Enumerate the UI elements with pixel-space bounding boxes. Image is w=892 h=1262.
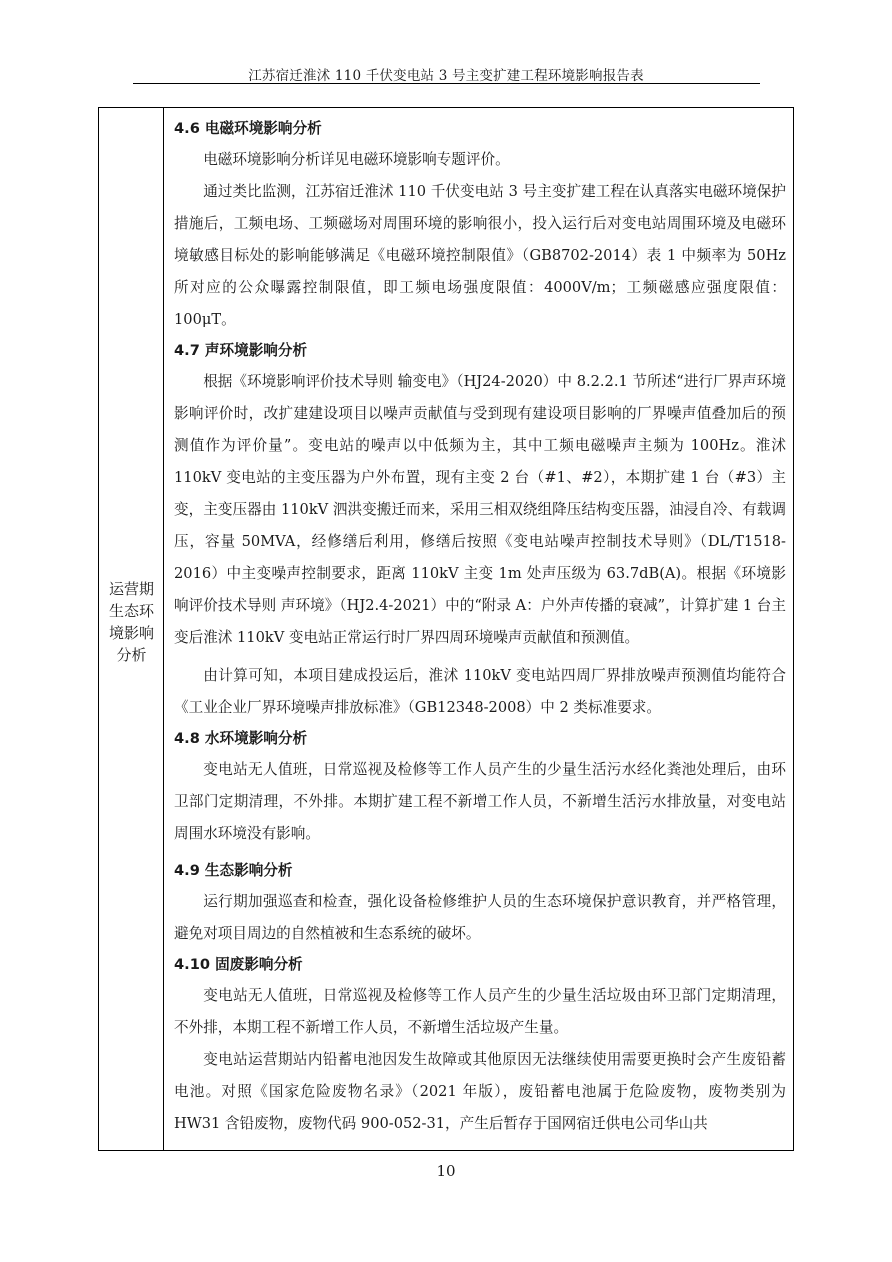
paragraph: 由计算可知，本项目建成投运后，淮沭 110kV 变电站四周厂界排放噪声预测值均能符合《工业企业厂界环境噪声排放标准》（GB12348-2008）中 2 类标准要求。 [174, 667, 786, 716]
section-heading: 4.7 声环境影响分析 [174, 342, 308, 359]
paragraph: 根据《环境影响评价技术导则 输变电》（HJ24-2020）中 8.2.2.1 节所述“进行厂界声环境影响评价时，改扩建建设项目以噪声贡献值与受到现有建设项目影响的厂界噪声值叠加后的预测值作为评价量”。变电站的噪声以中低频为主，其中工频电磁噪声主频为 100Hz。淮沭 110kV 变电站的主变压器为户外布置，现有主变 2 台（#1、#2），本期扩建 1 台（#3）主变，主变压器由 110kV 泗洪变搬迁而来，采用三相双绕组降压结构变压器，油浸自冷、有载调压，容量 50MVA，经修缮后利用，修缮后按照《变电站噪声控制技术导则》（DL/T1518-2016）中主变噪声控制要求，距离 110kV 主变 1m 处声压级为 63.7dB(A)。根据《环境影响评价技术导则 声环境》（HJ2.4-2021）中的“附录 A：户外声传播的衰减”，计算扩建 1 台主变后淮沭 110kV 变电站正常运行时厂界四周环境噪声贡献值和预测值。 [174, 373, 786, 646]
section-heading: 4.8 水环境影响分析 [174, 730, 308, 747]
paragraph: 变电站无人值班，日常巡视及检修等工作人员产生的少量生活污水经化粪池处理后，由环卫部门定期清理，不外排。本期扩建工程不新增工作人员，不新增生活污水排放量，对变电站周围水环境没有影响。 [174, 761, 786, 842]
section-4-8 [174, 724, 786, 850]
row-label-cell [99, 108, 164, 1150]
page-number: 10 [436, 1162, 456, 1180]
section-heading: 4.10 固废影响分析 [174, 956, 303, 973]
section-4-9 [174, 856, 786, 950]
paragraph: 通过类比监测，江苏宿迁淮沭 110 千伏变电站 3 号主变扩建工程在认真落实电磁环境保护措施后，工频电场、工频磁场对周围环境的影响很小，投入运行后对变电站周围环境及电磁环境敏感目标处的影响能够满足《电磁环境控制限值》（GB8702-2014）表 1 中频率为 50Hz 所对应的公众曝露控制限值，即工频电场强度限值：4000V/m；工频磁感应强度限值：100μT。 [174, 183, 786, 328]
running-header: 江苏宿迁淮沭 110 千伏变电站 3 号主变扩建工程环境影响报告表 [248, 68, 644, 84]
section-heading: 4.9 生态影响分析 [174, 862, 293, 879]
row-label-line: 分析 [116, 646, 147, 664]
paragraph: 变电站无人值班，日常巡视及检修等工作人员产生的少量生活垃圾由环卫部门定期清理，不外排，本期工程不新增工作人员，不新增生活垃圾产生量。 [174, 987, 786, 1036]
row-label [99, 578, 164, 666]
analysis-content [174, 114, 786, 1140]
paragraph: 电磁环境影响分析详见电磁环境影响专题评价。 [203, 151, 510, 168]
row-label-line: 境影响 [108, 624, 154, 642]
report-table [98, 107, 794, 1151]
section-heading: 4.6 电磁环境影响分析 [174, 120, 322, 137]
paragraph: 变电站运营期站内铅蓄电池因发生故障或其他原因无法继续使用需要更换时会产生废铅蓄电池。对照《国家危险废物名录》（2021 年版），废铅蓄电池属于危险废物，废物类别为 HW31 含铅废物，废物代码 900-052-31，产生后暂存于国网宿迁供电公司华山共 [174, 1051, 786, 1132]
row-label-line: 运营期 [108, 580, 154, 598]
row-label-line: 生态环 [108, 602, 154, 620]
section-4-6 [174, 114, 786, 336]
header-rule [133, 83, 760, 84]
paragraph: 运行期加强巡查和检查，强化设备检修维护人员的生态环境保护意识教育，并严格管理，避免对项目周边的自然植被和生态系统的破坏。 [174, 893, 786, 942]
section-4-7 [174, 336, 786, 724]
section-4-10 [174, 950, 786, 1140]
